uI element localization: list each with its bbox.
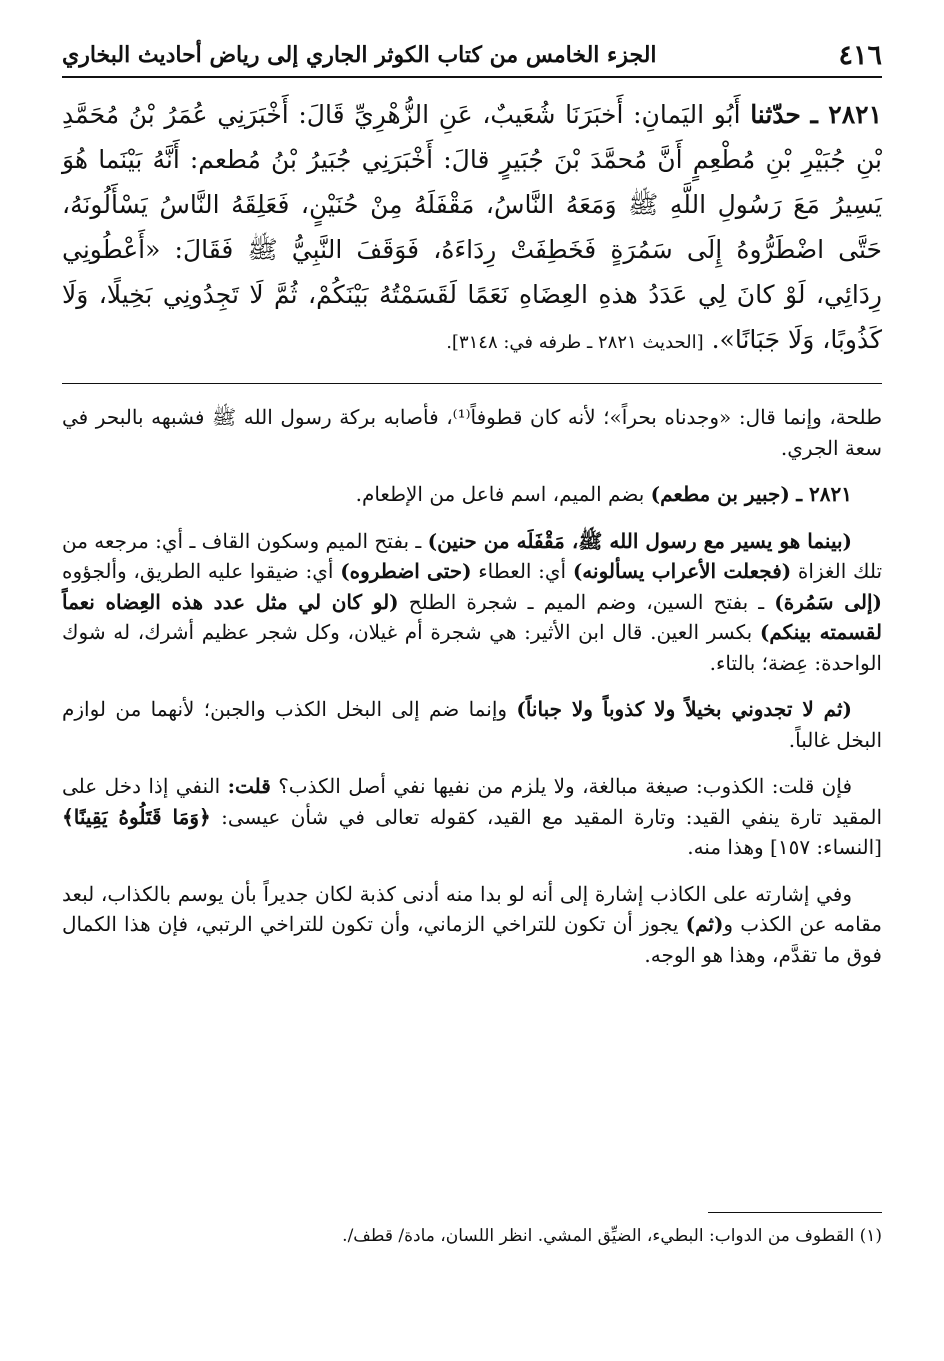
commentary-text: يجوز أن تكون للتراخي الزماني، وأن تكون للتراخي الرتبي، فإن هذا الكمال فوق ما تقدَّم، وهذا هو الوجه. (62, 912, 882, 967)
hadith-text (62, 92, 882, 365)
commentary-text: طلحة، وإنما قال: «وجدناه بحراً»؛ لأنه كان قطوفاً⁽¹⁾، فأصابه بركة رسول الله ﷺ فشبهه بالبحر في سعة الجري. (62, 405, 882, 460)
text-divider (62, 383, 882, 384)
commentary-quote: (فجعلت الأعراب يسألونه) (572, 559, 792, 583)
commentary-text: ـ بفتح السين، وضم الميم ـ شجرة الطلح (408, 589, 765, 614)
commentary-text: وإنما ضم إلى البخل الكذب والجبن؛ لأنهما من لوازم البخل غالباً. (62, 697, 882, 752)
commentary-quote: (لو كان لي مثل عدد هذه العِضاه نعماً لقسمته بينكم) (62, 589, 882, 644)
quran-verse: ﴿وَمَا قَتَلُوهُ يَقِينًا﴾ (62, 804, 211, 829)
commentary-quote: (حتى اضطروه) (340, 559, 472, 583)
hadith-number: ٢٨٢١ ـ (810, 100, 882, 129)
commentary-text: النفي إذا دخل على المقيد تارة ينفي القيد: وتارة المقيد مع القيد، كقوله تعالى في شأن عيسى: (62, 774, 883, 829)
footnote-divider (708, 1212, 882, 1213)
commentary-text: أي: ضيقوا عليه الطريق، وألجؤوه (62, 559, 334, 583)
commentary-paragraph (62, 526, 882, 679)
commentary-quote: (ثم) (685, 912, 724, 936)
commentary-paragraph (62, 694, 882, 755)
commentary-qult: قلت: (227, 774, 271, 798)
commentary-paragraph (62, 402, 882, 463)
footnote (62, 1222, 882, 1250)
page-header (62, 34, 882, 78)
commentary-quote: (إلى سَمُرة) (774, 589, 883, 614)
commentary-quote: (جبير بن مطعم) (650, 482, 790, 506)
commentary (62, 402, 882, 986)
page-number: ٤١٦ (838, 39, 882, 71)
commentary-text: [النساء: ١٥٧] وهذا منه. (687, 835, 882, 859)
footnote-text: القطوف من الدواب: البطيء، الضيِّق المشي. انظر اللسان، مادة/ قطف/. (342, 1226, 855, 1246)
footnote-marker: (١) (859, 1226, 882, 1246)
commentary-paragraph (62, 879, 882, 971)
hadith-reference: [الحديث ٢٨٢١ ـ طرفه في: ٣١٤٨]. (446, 332, 704, 353)
commentary-paragraph (62, 479, 882, 510)
hadith-lead: حدّثنا (750, 100, 801, 129)
hadith-body: أَبُو اليَمانِ: أَخبَرَنَا شُعَيبٌ، عَنِ الزُّهْرِيِّ قَالَ: أَخْبَرَنِي عُمَرُ بْنُ مُحَمَّدِ بْنِ جُبَيْرِ بْنِ مُطْعِمٍ أَنَّ مُحمَّدَ بْنَ جُبَيرٍ قالَ: أَخْبَرَنِي جُبَيرُ بْنُ مُطعم: أَنَّهُ بَيْنَما هُوَ يَسِيرُ مَعَ رَسُولِ اللَّهِ ﷺ وَمَعَهُ النَّاسُ، مَقْفَلَهُ مِنْ حُنَيْنٍ، فَعَلِقَهُ النَّاسُ يَسْأَلُونَهُ، حَتَّى اضْطَرُّوهُ إِلَى سَمُرَةٍ فَخَطِفَتْ رِدَاءَهُ، فَوَقَفَ النَّبِيُّ ﷺ فَقَالَ: «أَعْطُونِي رِدَائِي، لَوْ كانَ لِي عَدَدُ هذهِ العِضَاهِ نَعَمًا لَقَسَمْتُهُ بَيْنَكُمْ، ثُمَّ لَا تَجِدُونِي بَخِيلًا، وَلَا كَذُوبًا، وَلَا جَبَانًا». (62, 100, 882, 354)
commentary-paragraph (62, 771, 882, 863)
commentary-hadith-number: ٢٨٢١ ـ (796, 482, 852, 506)
commentary-text: بكسر العين. قال ابن الأثير: هي شجرة أم غيلان، وكل شجر عظيم أشرك، له شوك الواحدة: عِضة؛ بالتاء. (62, 620, 882, 675)
commentary-text: وفي إشارته على الكاذب إشارة إلى أنه لو بدا منه أدنى كذبة لكان جديراً بأن يوسم بالكذاب، لبعد مقامه عن الكذب و (62, 881, 883, 936)
commentary-text: فإن قلت: الكذوب: صيغة مبالغة، ولا يلزم من نفيها نفي أصل الكذب؟ (278, 774, 852, 798)
running-title: الجزء الخامس من كتاب الكوثر الجاري إلى رياض أحاديث البخاري (62, 42, 657, 68)
commentary-text: بضم الميم، اسم فاعل من الإطعام. (355, 482, 645, 506)
commentary-text: أي: العطاء (478, 559, 567, 583)
commentary-quote: (ثم لا تجدوني بخيلاً ولا كذوباً ولا جباناً) (516, 697, 852, 721)
commentary-quote: (بينما هو يسير مع رسول الله ﷺ، مَقْفَلَه من حنين) (427, 528, 853, 553)
commentary-text: ـ بفتح الميم وسكون القاف ـ أي: مرجعه من تلك الغزاة (62, 528, 883, 583)
